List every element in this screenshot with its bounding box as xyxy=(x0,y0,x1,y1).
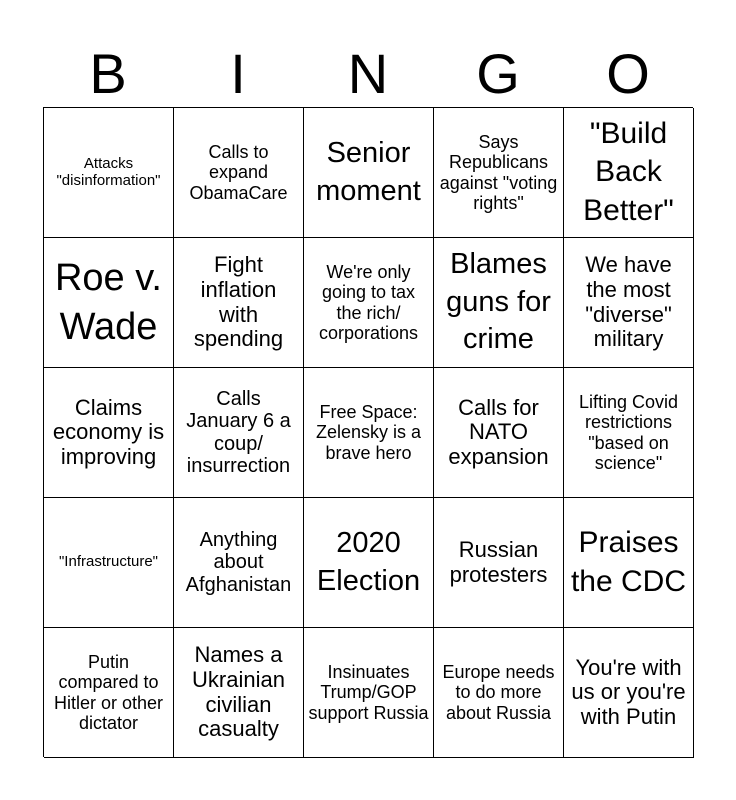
bingo-cell-r1-c4[interactable]: Says Republicans against "voting rights" xyxy=(434,108,564,238)
bingo-cell-r3-c3-free-space[interactable]: Free Space: Zelensky is a brave hero xyxy=(304,368,434,498)
bingo-cell-r2-c4[interactable]: Blames guns for crime xyxy=(434,238,564,368)
bingo-cell-r1-c5[interactable]: "Build Back Better" xyxy=(564,108,694,238)
bingo-cell-r1-c3[interactable]: Senior moment xyxy=(304,108,434,238)
header-letter-i: I xyxy=(230,42,246,105)
bingo-cell-r3-c2[interactable]: Calls January 6 a coup/ insurrection xyxy=(174,368,304,498)
header-letter-b: B xyxy=(89,42,127,105)
bingo-cell-r3-c4[interactable]: Calls for NATO expansion xyxy=(434,368,564,498)
bingo-cell-r5-c5[interactable]: You're with us or you're with Putin xyxy=(564,628,694,758)
bingo-cell-r4-c2[interactable]: Anything about Afghanistan xyxy=(174,498,304,628)
bingo-cell-r2-c1[interactable]: Roe v. Wade xyxy=(44,238,174,368)
bingo-cell-r4-c3[interactable]: 2020 Election xyxy=(304,498,434,628)
header-letter-n: N xyxy=(347,42,389,105)
bingo-cell-r5-c4[interactable]: Europe needs to do more about Russia xyxy=(434,628,564,758)
bingo-cell-r1-c1[interactable]: Attacks "disinformation" xyxy=(44,108,174,238)
header-letter-g: G xyxy=(476,42,520,105)
bingo-cell-r1-c2[interactable]: Calls to expand ObamaCare xyxy=(174,108,304,238)
bingo-board xyxy=(43,107,693,757)
bingo-cell-r2-c2[interactable]: Fight inflation with spending xyxy=(174,238,304,368)
bingo-cell-r4-c4[interactable]: Russian protesters xyxy=(434,498,564,628)
header-letter-o: O xyxy=(606,42,650,105)
bingo-cell-r5-c2[interactable]: Names a Ukrainian civilian casualty xyxy=(174,628,304,758)
bingo-cell-r5-c1[interactable]: Putin compared to Hitler or other dictator xyxy=(44,628,174,758)
bingo-cell-r3-c5[interactable]: Lifting Covid restrictions "based on science" xyxy=(564,368,694,498)
bingo-cell-r2-c5[interactable]: We have the most "diverse" military xyxy=(564,238,694,368)
bingo-cell-r5-c3[interactable]: Insinuates Trump/GOP support Russia xyxy=(304,628,434,758)
bingo-cell-r2-c3[interactable]: We're only going to tax the rich/ corporations xyxy=(304,238,434,368)
bingo-cell-r4-c5[interactable]: Praises the CDC xyxy=(564,498,694,628)
bingo-cell-r3-c1[interactable]: Claims economy is improving xyxy=(44,368,174,498)
bingo-header xyxy=(43,40,693,108)
bingo-cell-r4-c1[interactable]: "Infrastructure" xyxy=(44,498,174,628)
